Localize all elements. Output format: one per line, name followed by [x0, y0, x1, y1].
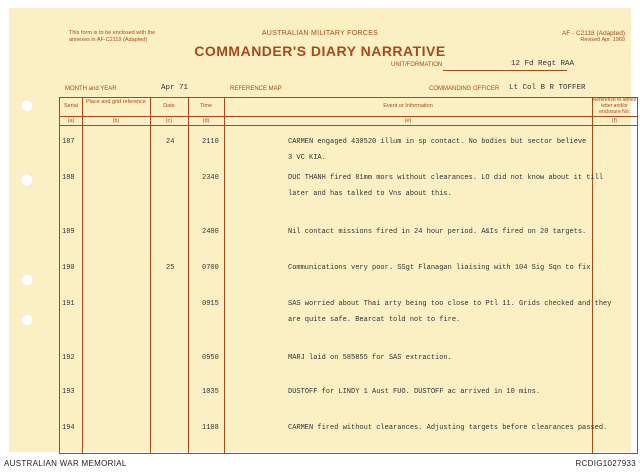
month-value: Apr 71 — [161, 84, 189, 92]
unit-label: UNIT/FORMATION — [391, 62, 443, 68]
event-cell: Nil contact missions fired in 24 hour period. A&Is fired on 20 targets. — [288, 228, 587, 236]
serial-cell: 188 — [62, 174, 75, 182]
punch-hole — [21, 174, 33, 186]
time-cell: 1108 — [202, 424, 219, 432]
column-header-date: Date — [163, 103, 175, 109]
event-cell: CARMEN engaged 430520 illum in sp contact. No bodies but sector believe 3 VC KIA. — [288, 138, 587, 162]
organisation: AUSTRALIAN MILITARY FORCES — [261, 30, 379, 37]
serial-cell: 192 — [62, 354, 75, 362]
footer-record-id: RCDIG1027933 — [575, 459, 636, 468]
commanding-officer-value: Lt Col B R TOFFER — [509, 84, 586, 92]
serial-cell: 193 — [62, 388, 75, 396]
event-cell: MARJ laid on 585855 for SAS extraction. — [288, 354, 452, 362]
diary-sheet — [9, 8, 637, 452]
column-header-event: Event or Information — [383, 103, 433, 109]
serial-cell: 187 — [62, 138, 75, 146]
column-header-place: Place and grid reference — [86, 99, 146, 105]
serial-cell: 189 — [62, 228, 75, 236]
column-letter: (c) — [165, 118, 173, 124]
event-cell: DUC THANH fired 81mm mors without clearances. LO did not know about it till later and has talked to Vns about this. — [288, 174, 604, 198]
commanding-officer-label: COMMANDING OFFICER — [429, 86, 500, 92]
column-divider — [150, 98, 151, 453]
punch-hole — [21, 274, 33, 286]
column-header-reference: Reference to annex letter and/or enclosure No. — [592, 97, 637, 115]
form-number: AF - C2118 (Adapted) Revised Apr. 1969 — [561, 30, 625, 43]
column-letter: (d) — [202, 118, 210, 124]
time-cell: 0950 — [202, 354, 219, 362]
column-divider — [188, 98, 189, 453]
serial-cell: 191 — [62, 300, 75, 308]
punch-hole — [21, 100, 33, 112]
header-divider — [60, 125, 637, 126]
diary-table — [59, 97, 638, 454]
column-letter: (f) — [611, 118, 618, 124]
column-header-serial: Serial — [63, 103, 79, 109]
time-cell: 2400 — [202, 228, 219, 236]
event-cell: CARMEN fired without clearances. Adjusting targets before clearances passed. — [288, 424, 608, 432]
column-divider — [224, 98, 225, 453]
serial-cell: 190 — [62, 264, 75, 272]
date-cell: 24 — [166, 138, 175, 146]
event-cell: DUSTOFF for LINDY 1 Aust FUO. DUSTOFF ac arrived in 10 mins. — [288, 388, 541, 396]
reference-map-label: REFERENCE MAP — [230, 86, 282, 92]
time-cell: 2110 — [202, 138, 219, 146]
time-cell: 0700 — [202, 264, 219, 272]
date-cell: 25 — [166, 264, 175, 272]
event-cell: Communications very poor. SSgt Flanagan liaising with 104 Sig Sqn to fix. — [288, 264, 595, 272]
time-cell: 1035 — [202, 388, 219, 396]
serial-cell: 194 — [62, 424, 75, 432]
page-title: COMMANDER'S DIARY NARRATIVE — [194, 43, 446, 59]
unit-underline — [443, 70, 567, 71]
footer-source: AUSTRALIAN WAR MEMORIAL — [4, 459, 127, 468]
column-header-time: Time — [199, 103, 213, 109]
time-cell: 0915 — [202, 300, 219, 308]
column-letter: (b) — [112, 118, 120, 124]
form-note: This form is to be enclosed with the annexes in AF-C2119 (Adapted) — [69, 30, 156, 43]
header-divider — [60, 116, 637, 117]
punch-hole — [21, 314, 33, 326]
event-cell: SAS worried about Thai arty being too close to Ptl 11. Grids checked and they are quite safe. Bearcat told not to fire. — [288, 300, 612, 324]
month-label: MONTH and YEAR — [65, 86, 117, 92]
unit-value: 12 Fd Regt RAA — [511, 60, 575, 68]
column-divider — [82, 98, 83, 453]
column-letter: (e) — [404, 118, 412, 124]
column-letter: (a) — [67, 118, 75, 124]
time-cell: 2340 — [202, 174, 219, 182]
